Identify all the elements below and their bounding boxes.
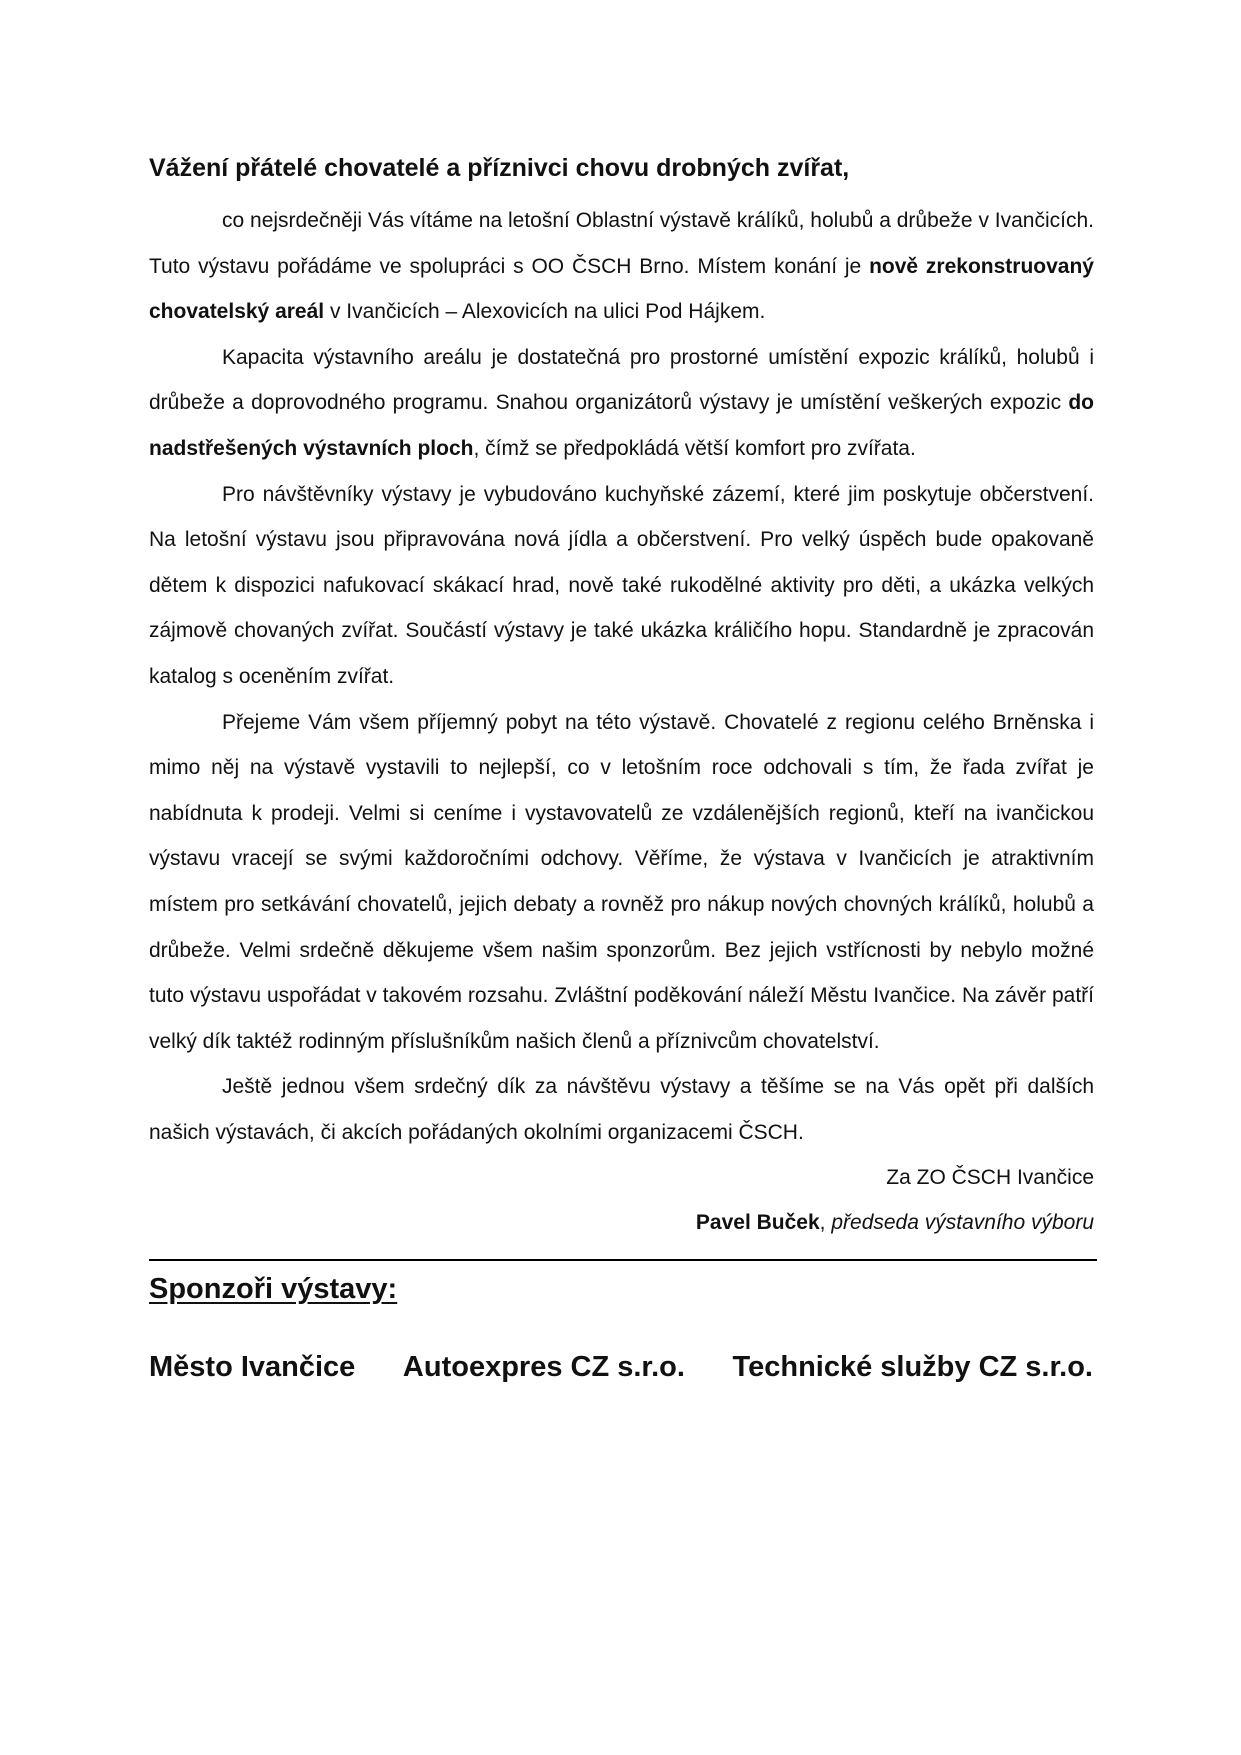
paragraph-visitors: Pro návštěvníky výstavy je vybudováno kuchyňské zázemí, které jim poskytuje občerstvení. Na letošní výstavu jsou připravována nová jídla a občerstvení. Pro velký úspěch bude opakovaně dětem k dispozici nafukovací skákací hrad, nově také rukodělné aktivity pro děti, a ukázka velkých zájmově chovaných zvířat. Součástí výstavy je také ukázka králičího hopu. Standardně je zpracován katalog s oceněním zvířat. [149, 482, 1094, 688]
signature-line [149, 1200, 1094, 1245]
sponsors-heading: Sponzoři výstavy: [149, 1273, 398, 1306]
letter-page [149, 148, 1094, 1387]
paragraph-capacity [149, 335, 1094, 472]
paragraph-text: v Ivančicích – Alexovicích na ulici Pod Hájkem. [324, 300, 766, 324]
paragraph-emphasis: nově zrekonstruovaný chovatelský areál [149, 254, 1094, 324]
paragraph-emphasis: do nadstřešených výstavních ploch [149, 391, 1094, 460]
sponsors-list [149, 1347, 1093, 1387]
paragraph-text: Kapacita výstavního areálu je dostatečná pro prostorné umístění expozic králíků, holubů i drůbeže a doprovodného programu. Snahou organizátorů výstavy je umístění veškerých expozic [149, 345, 1094, 415]
signature-role: předseda výstavního výboru [831, 1211, 1094, 1235]
paragraph-closing: Ještě jednou všem srdečný dík za návštěvu výstavy a těšíme se na Vás opět při dalších našich výstavách, či akcích pořádaných okolními organizacemi ČSCH. [149, 1075, 1094, 1144]
section-divider [149, 1259, 1097, 1261]
paragraph-text: co nejsrdečněji Vás vítáme na letošní Oblastní výstavě králíků, holubů a drůbeže v Ivančicích. Tuto výstavu pořádáme ve spolupráci s OO ČSCH Brno. Místem konání je [149, 209, 1094, 278]
paragraph-wishes: Přejeme Vám všem příjemný pobyt na této výstavě. Chovatelé z regionu celého Brněnska i mimo něj na výstavě vystavili to nejlepší, co v letošním roce odchovali s tím, že řada zvířat je nabídnuta k prodeji. Velmi si ceníme i vystavovatelů ze vzdálenějších regionů, kteří na ivančickou výstavu vracejí se svými každoročními odchovy. Věříme, že výstava v Ivančicích je atraktivním místem pro setkávání chovatelů, jejich debaty a rovněž pro nákup nových chovných králíků, holubů a drůbeže. Velmi srdečně děkujeme všem našim sponzorům. Bez jejich vstřícnosti by nebylo možné tuto výstavu uspořádat v takovém rozsahu. Zvláštní poděkování náleží Městu Ivančice. Na závěr patří velký dík taktéž rodinným příslušníkům našich členů a příznivcům chovatelství. [149, 710, 1094, 1053]
signature-separator: , [819, 1211, 832, 1235]
sponsor-item: Město Ivančice [149, 1351, 356, 1384]
paragraph-welcome [149, 198, 1094, 335]
sponsor-item: Technické služby CZ s.r.o. [732, 1351, 1093, 1384]
signature-organization: Za ZO ČSCH Ivančice [886, 1166, 1094, 1190]
signature-name: Pavel Buček [695, 1211, 820, 1235]
paragraph-text: , čímž se předpokládá větší komfort pro zvířata. [473, 436, 916, 460]
sponsor-item: Autoexpres CZ s.r.o. [402, 1351, 685, 1384]
letter-greeting: Vážení přátelé chovatelé a příznivci chovu drobných zvířat, [149, 154, 850, 182]
